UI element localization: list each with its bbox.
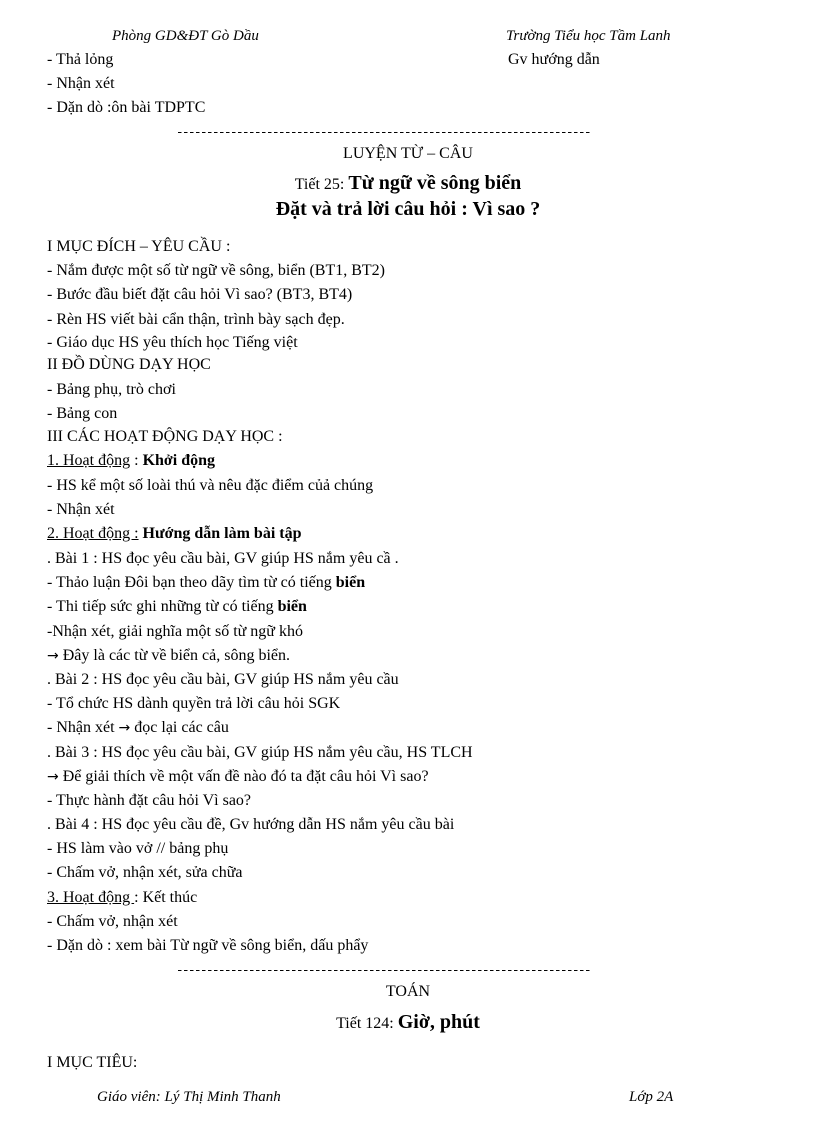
objective-2: - Bước đầu biết đặt câu hỏi Vì sao? (BT3, BT4) [47,286,353,303]
exercise-1-conclusion-text: Đây là các từ về biển cả, sông biển. [58,647,290,664]
activity-1-line-1: - HS kể một số loài thú và nêu đặc điểm củả chúng [47,477,374,494]
exercise-3-note-text: Để giải thích về một vấn đề nào đó ta đặt câu hỏi Vì sao? [58,768,429,785]
exercise-4: . Bài 4 : HS đọc yêu cầu đề, Gv hướng dẫn HS nắm yêu cầu bài [47,816,455,833]
activity-1-line-2: - Nhận xét [47,501,115,518]
exercise-1-conclusion [47,646,290,666]
exercise-3-practice: - Thực hành đặt câu hỏi Vì sao? [47,792,252,809]
exercise-1-review: -Nhận xét, giải nghĩa một số từ ngữ khó [47,623,303,640]
heading-objectives: I MỤC ĐÍCH – YÊU CẦU : [47,238,231,255]
exercise-2-review-text: - Nhận xét [47,719,119,736]
exercise-1-discuss-text: - Thảo luận Đôi bạn theo dãy tìm từ có tiếng [47,574,336,591]
exercise-4-work: - HS làm vào vở // bảng phụ [47,840,229,857]
lesson-title-2 [0,1011,816,1034]
lesson-number: Tiết 25: [294,176,345,193]
exercise-2-review-tail: đọc lại các câu [130,719,229,736]
keyword-bien-2: biển [277,598,307,615]
heading-materials: II ĐỒ DÙNG DẠY HỌC [47,356,211,373]
activity-2-label: 2. Hoạt động : [47,525,139,542]
heading-activities: III CÁC HOẠT ĐỘNG DẠY HỌC : [47,428,283,445]
exercise-4-grade: - Chấm vở, nhận xét, sửa chữa [47,864,243,881]
activity-3-sep: : [134,889,143,906]
section-title-2: TOÁN [385,983,431,1000]
activity-3-name: Kết thúc [142,889,198,906]
material-1: - Bảng phụ, trò chơi [47,381,176,398]
teacher-guide: Gv hướng dẫn [508,51,600,68]
header-left: Phòng GD&ĐT Gò Dầu [112,28,259,44]
section-title-1: LUYỆN TỪ – CÂU [343,145,473,162]
lesson-title-1 [0,172,816,195]
top-line-2: - Nhận xét [47,75,115,92]
objective-3: - Rèn HS viết bài cẩn thận, trình bày sạch đẹp. [47,311,345,328]
exercise-3-note [47,767,429,787]
separator-2 [178,970,590,972]
lesson-name: Từ ngữ về sông biển [348,172,522,194]
activity-3-line-2: - Dặn dò : xem bài Từ ngữ về sông biển, dấu phẩy [47,937,369,954]
exercise-1-relay [47,597,307,617]
arrow-icon: → [47,769,59,785]
arrow-icon: → [47,648,59,664]
objective-1: - Nắm được một số từ ngữ về sông, biển (BT1, BT2) [47,262,385,279]
separator-1 [178,132,590,134]
heading-objectives-2: I MỤC TIÊU: [47,1054,138,1071]
exercise-3: . Bài 3 : HS đọc yêu cầu bài, GV giúp HS nắm yêu cầu, HS TLCH [47,744,473,761]
activity-1-heading [47,451,215,471]
header-right: Trường Tiểu học Tầm Lanh [506,28,671,44]
material-2: - Bảng con [47,405,118,422]
top-line-1: - Thả lỏng [47,51,114,68]
lesson-number-2: Tiết 124: [336,1015,394,1032]
exercise-2-org: - Tổ chức HS dành quyền trả lời câu hỏi SGK [47,695,341,712]
activity-1-name: Khởi động [142,452,216,469]
activity-3-line-1: - Chấm vở, nhận xét [47,913,178,930]
keyword-bien-1: biển [335,574,366,591]
lesson-name-2: Giờ, phút [397,1011,480,1033]
exercise-1-discuss [47,573,365,593]
activity-3-heading [47,888,197,908]
activity-2-heading [47,524,302,544]
activity-1-sep: : [130,452,143,469]
objective-4: - Giáo dục HS yêu thích học Tiếng việt [47,334,298,351]
exercise-1: . Bài 1 : HS đọc yêu cầu bài, GV giúp HS nắm yêu cầ . [47,550,399,567]
lesson-subtitle: Đặt và trả lời câu hỏi : Vì sao ? [275,198,541,220]
activity-2-name: Hướng dẫn làm bài tập [142,525,302,542]
activity-3-label: 3. Hoạt động [47,889,135,906]
footer-right: Lớp 2A [629,1089,674,1105]
footer-left: Giáo viên: Lý Thị Minh Thanh [97,1089,281,1105]
arrow-icon: → [118,720,131,736]
exercise-2-review [47,718,229,738]
exercise-1-relay-text: - Thi tiếp sức ghi những từ có tiếng [47,598,278,615]
activity-1-label: 1. Hoạt động [47,452,131,469]
exercise-2: . Bài 2 : HS đọc yêu cầu bài, GV giúp HS nắm yêu cầu [47,671,399,688]
top-line-3: - Dặn dò :ôn bài TDPTC [47,99,206,116]
